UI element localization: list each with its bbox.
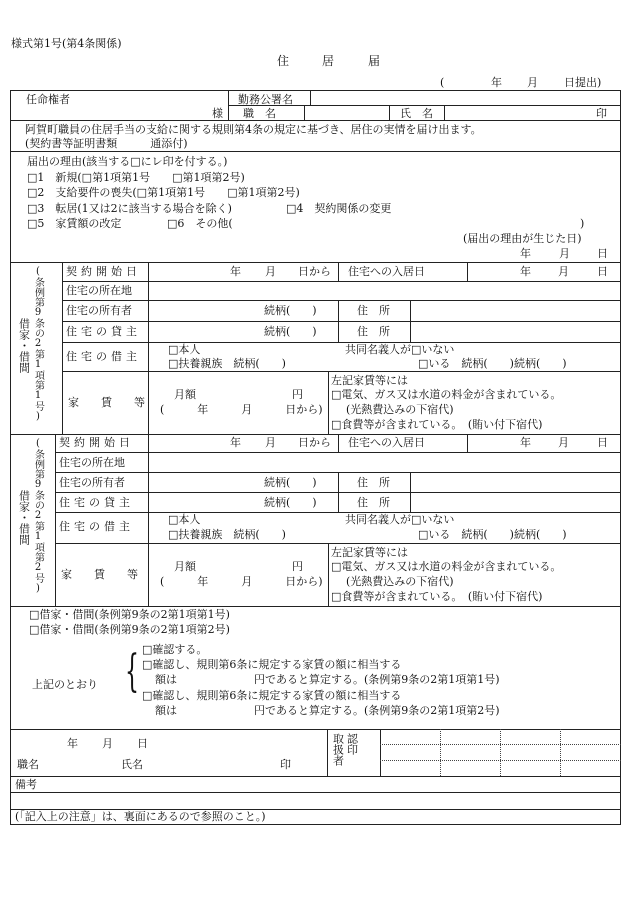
workplace-label: 勤務公署名 — [238, 93, 293, 106]
applicant-seal: 印 — [596, 107, 607, 120]
s2-contract-year: 年 — [230, 436, 241, 449]
name-label: 氏 名 — [400, 107, 433, 120]
sama-label: 様 — [212, 107, 223, 120]
confirm-option-3[interactable]: □確認し、規則第6条に規定する家賃の額に相当する — [142, 689, 402, 702]
s1-lender-label: 住宅の貸主 — [66, 325, 141, 338]
s2-movein-month: 月 — [558, 436, 569, 449]
date-open-paren: ( — [440, 76, 445, 89]
reason-day: 日 — [597, 247, 608, 260]
confirm-type-2[interactable]: □借家・借間(条例第9条の2第1項第2号) — [29, 623, 230, 636]
title-char-1: 住 — [277, 54, 290, 68]
s1-monthly-label: 月額 — [174, 388, 196, 401]
s1-contract-month: 月 — [265, 265, 276, 278]
s2-rent-label: 家 賃 等 — [61, 568, 138, 581]
reason-item-2[interactable]: □2 支給要件の喪失(□第1項第1号 □第1項第2号) — [27, 186, 300, 199]
confirm-seal: 印 — [280, 758, 291, 771]
reason-heading: 届出の理由(該当する□にレ印を付する。) — [27, 155, 228, 168]
reason-arisen-label: (届出の理由が生じた日) — [463, 232, 582, 245]
s1-contract-year: 年 — [230, 265, 241, 278]
reason-item-3[interactable]: □3 転居(1又は2に該当する場合を除く) — [27, 202, 232, 215]
s1-incl-utility[interactable]: □電気、ガス又は水道の料金が含まれている。 — [331, 388, 562, 401]
s2-contract-month: 月 — [265, 436, 276, 449]
declaration-text: 阿賀町職員の住居手当の支給に関する規則第4条の規定に基づき、居住の実情を届け出ます。 — [25, 123, 482, 136]
handler-label: 取扱者 — [331, 733, 345, 766]
s1-yen-label: 円 — [292, 388, 303, 401]
reason-item-5[interactable]: □5 家賃額の改定 — [27, 217, 122, 230]
handler-stamp-grid[interactable] — [381, 731, 619, 775]
s1-location-input[interactable] — [150, 283, 618, 298]
reason-item-6[interactable]: □6 その他( — [167, 217, 233, 230]
remarks-input[interactable] — [12, 794, 618, 808]
s1-self-checkbox[interactable]: □本人 — [168, 343, 201, 356]
s2-location-label: 住宅の所在地 — [59, 456, 125, 469]
s1-location-label: 住宅の所在地 — [66, 284, 132, 297]
s1-co-borrower-none[interactable]: 共同名義人が□いない — [345, 343, 455, 356]
confirm-option-2[interactable]: □確認し、規則第6条に規定する家賃の額に相当する — [142, 658, 402, 671]
s1-incl-heading: 左記家賃等には — [331, 374, 408, 387]
title-char-2: 居 — [322, 54, 335, 68]
confirm-day: 日 — [137, 737, 148, 750]
s2-owner-relation: 続柄( ) — [264, 476, 317, 489]
s1-borrower-label: 住宅の借主 — [66, 350, 141, 363]
section1-article-label: (条例第9条の2第1項第1号) — [32, 266, 44, 422]
s2-movein-day: 日 — [597, 436, 608, 449]
s2-dependent-checkbox[interactable]: □扶養親族 続柄( ) — [168, 528, 286, 541]
s2-contract-start-label: 契約開始日 — [59, 436, 134, 449]
s2-lender-relation: 続柄( ) — [264, 496, 317, 509]
s1-incl-food[interactable]: □食費等が含まれている。 (賄い付下宿代) — [331, 418, 543, 431]
s1-dependent-checkbox[interactable]: □扶養親族 続柄( ) — [168, 357, 286, 370]
s2-location-input[interactable] — [150, 454, 618, 469]
s1-contract-from: 日から — [298, 265, 331, 278]
s1-lender-address-label: 住 所 — [357, 325, 390, 338]
s2-borrower-label: 住宅の借主 — [59, 520, 134, 533]
form-number: 様式第1号(第4条関係) — [11, 37, 122, 50]
s1-owner-label: 住宅の所有者 — [66, 304, 132, 317]
s2-movein-label: 住宅への入居日 — [348, 436, 425, 449]
confirm-position-label: 職名 — [17, 758, 39, 771]
as-above-label: 上記のとおり — [32, 678, 98, 691]
confirm-option-2-amount: 額は 円であると算定する。(条例第9条の2第1項第1号) — [155, 673, 500, 686]
s2-lender-label: 住宅の貸主 — [59, 496, 134, 509]
confirm-option-3-amount: 額は 円であると算定する。(条例第9条の2第1項第2号) — [155, 704, 500, 717]
s1-co-borrower-exists[interactable]: □いる 続柄( )続柄( ) — [418, 357, 567, 370]
confirm-type-1[interactable]: □借家・借間(条例第9条の2第1項第1号) — [29, 608, 230, 621]
s2-co-borrower-none[interactable]: 共同名義人が□いない — [345, 513, 455, 526]
s1-lender-relation: 続柄( ) — [264, 325, 317, 338]
attachment-text: (契約書等証明書類 通添付) — [25, 137, 188, 150]
s2-owner-address-label: 住 所 — [357, 476, 390, 489]
confirm-year: 年 — [67, 737, 78, 750]
position-input[interactable] — [306, 107, 388, 119]
workplace-input[interactable] — [311, 92, 619, 104]
s1-contract-start-label: 契約開始日 — [66, 265, 141, 278]
s1-movein-day: 日 — [597, 265, 608, 278]
section2-type-label: 借家・借間 — [17, 490, 31, 545]
s2-rent-from: ( 年 月 日から) — [160, 575, 323, 588]
reason-item-1[interactable]: □1 新規(□第1項第1号 □第1項第2号) — [27, 171, 245, 184]
s2-owner-label: 住宅の所有者 — [59, 476, 125, 489]
remarks-label: 備考 — [15, 778, 37, 791]
position-label: 職 名 — [243, 107, 276, 120]
brace-icon: { — [125, 646, 139, 697]
s2-incl-utility[interactable]: □電気、ガス又は水道の料金が含まれている。 — [331, 560, 562, 573]
s1-owner-address-label: 住 所 — [357, 304, 390, 317]
s2-incl-heading: 左記家賃等には — [331, 546, 408, 559]
s2-contract-from: 日から — [298, 436, 331, 449]
s1-rent-label: 家 賃 等 — [68, 396, 145, 409]
reason-item-4[interactable]: □4 契約関係の変更 — [286, 202, 392, 215]
s2-co-borrower-exists[interactable]: □いる 続柄( )続柄( ) — [418, 528, 567, 541]
s1-incl-utility-note: (光熱費込みの下宿代) — [346, 403, 454, 416]
date-year-label: 年 — [491, 76, 502, 89]
s2-movein-year: 年 — [520, 436, 531, 449]
s2-self-checkbox[interactable]: □本人 — [168, 513, 201, 526]
s2-monthly-label: 月額 — [174, 560, 196, 573]
title-char-3: 届 — [368, 54, 381, 68]
handler-seal-label: 認印 — [345, 733, 359, 755]
reason-close-paren: ) — [580, 217, 585, 230]
date-month-label: 月 — [527, 76, 538, 89]
authority-label: 任命権者 — [26, 93, 70, 106]
s1-movein-month: 月 — [558, 265, 569, 278]
s2-incl-utility-note: (光熱費込みの下宿代) — [346, 575, 454, 588]
name-input[interactable] — [446, 107, 586, 119]
reason-year: 年 — [520, 247, 531, 260]
footer-note: (「記入上の注意」は、裏面にあるので参照のこと。) — [15, 810, 266, 823]
confirm-month: 月 — [102, 737, 113, 750]
s1-movein-year: 年 — [520, 265, 531, 278]
date-day-label: 日提出) — [564, 76, 602, 89]
s1-rent-from: ( 年 月 日から) — [160, 403, 323, 416]
s2-yen-label: 円 — [292, 560, 303, 573]
section2-article-label: (条例第9条の2第1項第2号) — [32, 438, 44, 594]
section1-type-label: 借家・借間 — [17, 318, 31, 373]
reason-month: 月 — [559, 247, 570, 260]
s1-owner-relation: 続柄( ) — [264, 304, 317, 317]
confirm-option-1[interactable]: □確認する。 — [142, 643, 208, 656]
s2-incl-food[interactable]: □食費等が含まれている。 (賄い付下宿代) — [331, 590, 543, 603]
s2-lender-address-label: 住 所 — [357, 496, 390, 509]
confirm-name-label: 氏名 — [121, 758, 143, 771]
s1-movein-label: 住宅への入居日 — [348, 265, 425, 278]
